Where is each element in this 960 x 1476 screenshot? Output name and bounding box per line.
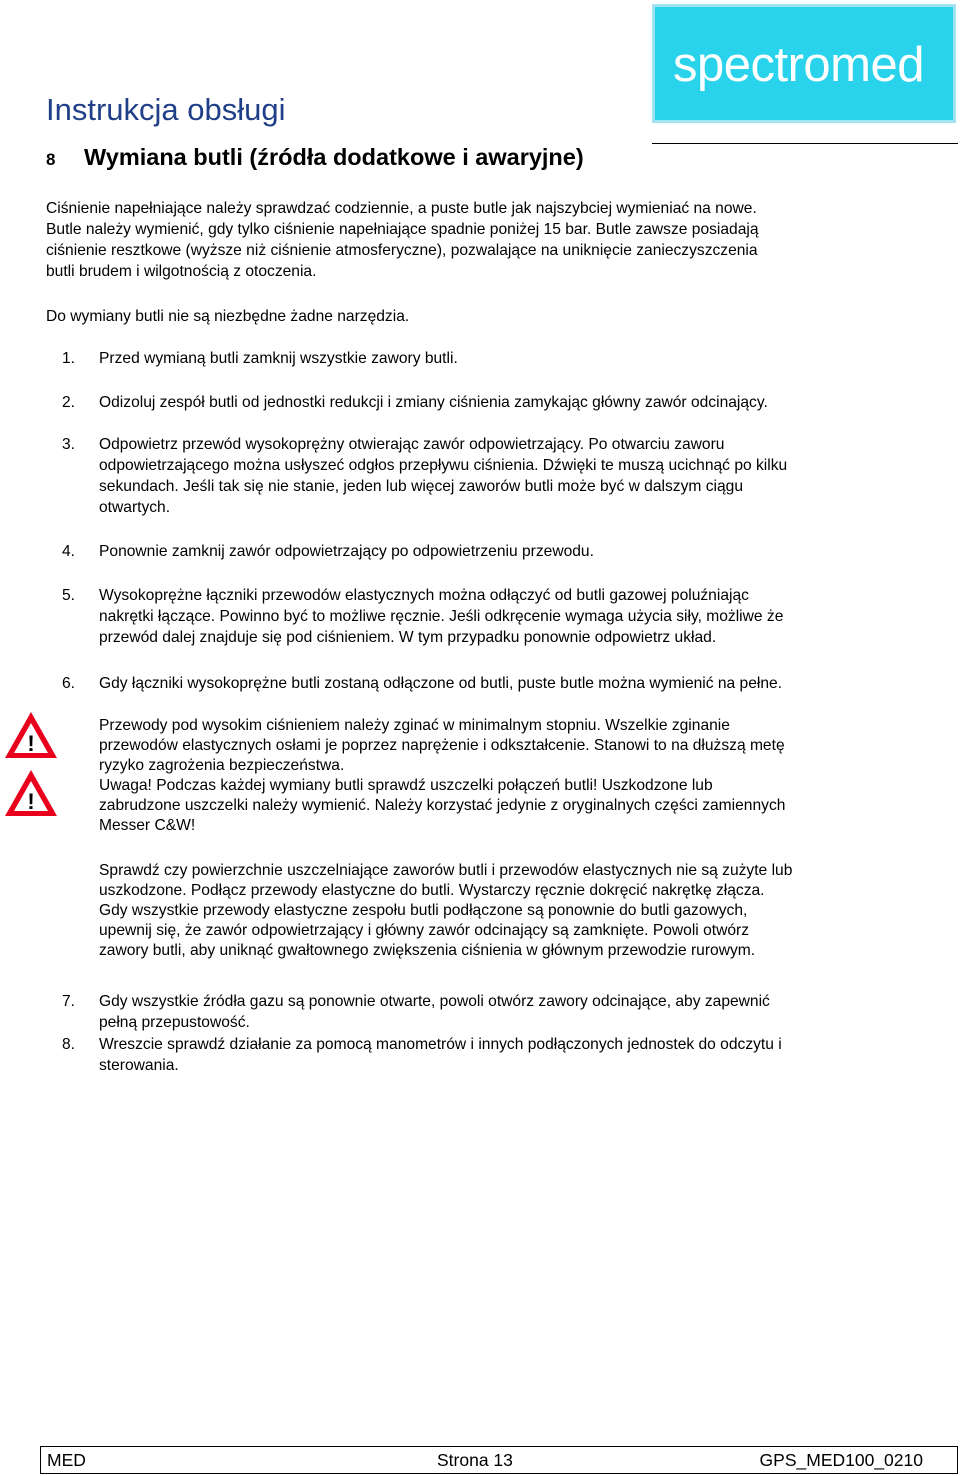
section-title: Wymiana butli (źródła dodatkowe i awaryjne) — [84, 144, 584, 170]
page-number: Strona 13 — [437, 1450, 513, 1470]
page-footer — [40, 1446, 958, 1474]
logo-text: spectromed — [673, 38, 925, 92]
warning-exclamation: ! — [27, 789, 35, 814]
tools-note: Do wymiany butli nie są niezbędne żadne narzędzia. — [46, 308, 410, 325]
step-text: Przed wymianą butli zamknij wszystkie zawory butli. — [99, 350, 458, 367]
step-text: Gdy wszystkie źródła gazu są ponownie otwarte, powoli otwórz zawory odcinające, aby zapewnić pełną przepustowość. — [99, 993, 770, 1031]
step-text: Ponownie zamknij zawór odpowietrzający po odpowietrzeniu przewodu. — [99, 543, 594, 560]
warning-triangle-icon — [3, 768, 59, 818]
intro-line-4: butli brudem i wilgotnością z otoczenia. — [46, 263, 317, 280]
step-number: 1. — [62, 350, 76, 367]
step-text: Gdy łączniki wysokoprężne butli zostaną odłączone od butli, puste butle można wymienić na pełne. — [99, 675, 783, 692]
step-text: Wysokoprężne łączniki przewodów elastycznych można odłączyć od butli gazowej poluźniając nakrętki łączące. Powinno być to możliwe ręcznie. Jeśli odkręcenie wymaga użycia siły, możliwe że przewód dalej znajduje się pod ciśnieniem. W tym przypadku ponownie odpowietrz układ. — [99, 587, 784, 646]
step-text: Wreszcie sprawdź działanie za pomocą manometrów i innych podłączonych jednostek do odczytu i sterowania. — [99, 1036, 782, 1074]
step-number: 7. — [62, 993, 76, 1010]
warning-exclamation: ! — [27, 731, 35, 756]
intro-line-3: ciśnienie resztkowe (wyższe niż ciśnienie atmosferyczne), pozwalające na uniknięcie zanieczyszczenia — [46, 242, 758, 259]
warning-text: Przewody pod wysokim ciśnieniem należy zginać w minimalnym stopniu. Wszelkie zginanie przewodów elastycznych osłami je poprzez naprężenie i odkształcenie. Stanowi to na dłuższą metę ryzyko zagrożenia bezpieczeństwa. Uwaga! Podczas każdej wymiany butli sprawdź uszczelki połączeń butli! Uszkodzone lub zabrudzone uszczelki należy wymienić. Należy korzystać jedynie z oryginalnych części zamiennych Messer C&W! — [99, 717, 786, 834]
footer-left: MED — [47, 1450, 86, 1470]
document-title: Instrukcja obsługi — [46, 92, 286, 127]
warning-triangle-icon — [3, 710, 59, 760]
section-heading — [46, 144, 584, 171]
header-divider — [652, 143, 958, 144]
section-number: 8 — [46, 150, 56, 169]
step-number: 6. — [62, 675, 76, 692]
step-number: 4. — [62, 543, 76, 560]
spectromed-logo — [652, 4, 956, 123]
step-number: 8. — [62, 1036, 76, 1053]
document-code: GPS_MED100_0210 — [759, 1450, 923, 1470]
check-instructions: Sprawdź czy powierzchnie uszczelniające zaworów butli i przewodów elastycznych nie są zużyte lub uszkodzone. Podłącz przewody elastyczne do butli. Wystarczy ręcznie dokręcić nakrętkę złącza. Gdy wszystkie przewody elastyczne zespołu butli podłączone są ponownie do butli gazowych, upewnij się, że zawór odpowietrzający i główny zawór odcinający są zamknięte. Powoli otwórz zawory butli, aby uniknąć gwałtownego zwiększenia ciśnienia w głównym przewodzie rurowym. — [99, 862, 793, 959]
intro-line-1: Ciśnienie napełniające należy sprawdzać codziennie, a puste butle jak najszybciej wymieniać na nowe. — [46, 200, 757, 217]
step-text: Odizoluj zespół butli od jednostki redukcji i zmiany ciśnienia zamykając główny zawór odcinający. — [99, 394, 768, 411]
step-number: 3. — [62, 436, 76, 453]
intro-line-2: Butle należy wymienić, gdy tylko ciśnienie napełniające spadnie poniżej 15 bar. Butle zawsze posiadają — [46, 221, 759, 238]
step-number: 2. — [62, 394, 76, 411]
step-text: Odpowietrz przewód wysokoprężny otwierając zawór odpowietrzający. Po otwarciu zaworu odpowietrzającego można usłyszeć odgłos przepływu ciśnienia. Dźwięki te muszą ucichnąć po kilku sekundach. Jeśli tak się nie stanie, jeden lub więcej zaworów butli może być w dalszym ciągu otwartych. — [99, 436, 788, 516]
step-number: 5. — [62, 587, 76, 604]
